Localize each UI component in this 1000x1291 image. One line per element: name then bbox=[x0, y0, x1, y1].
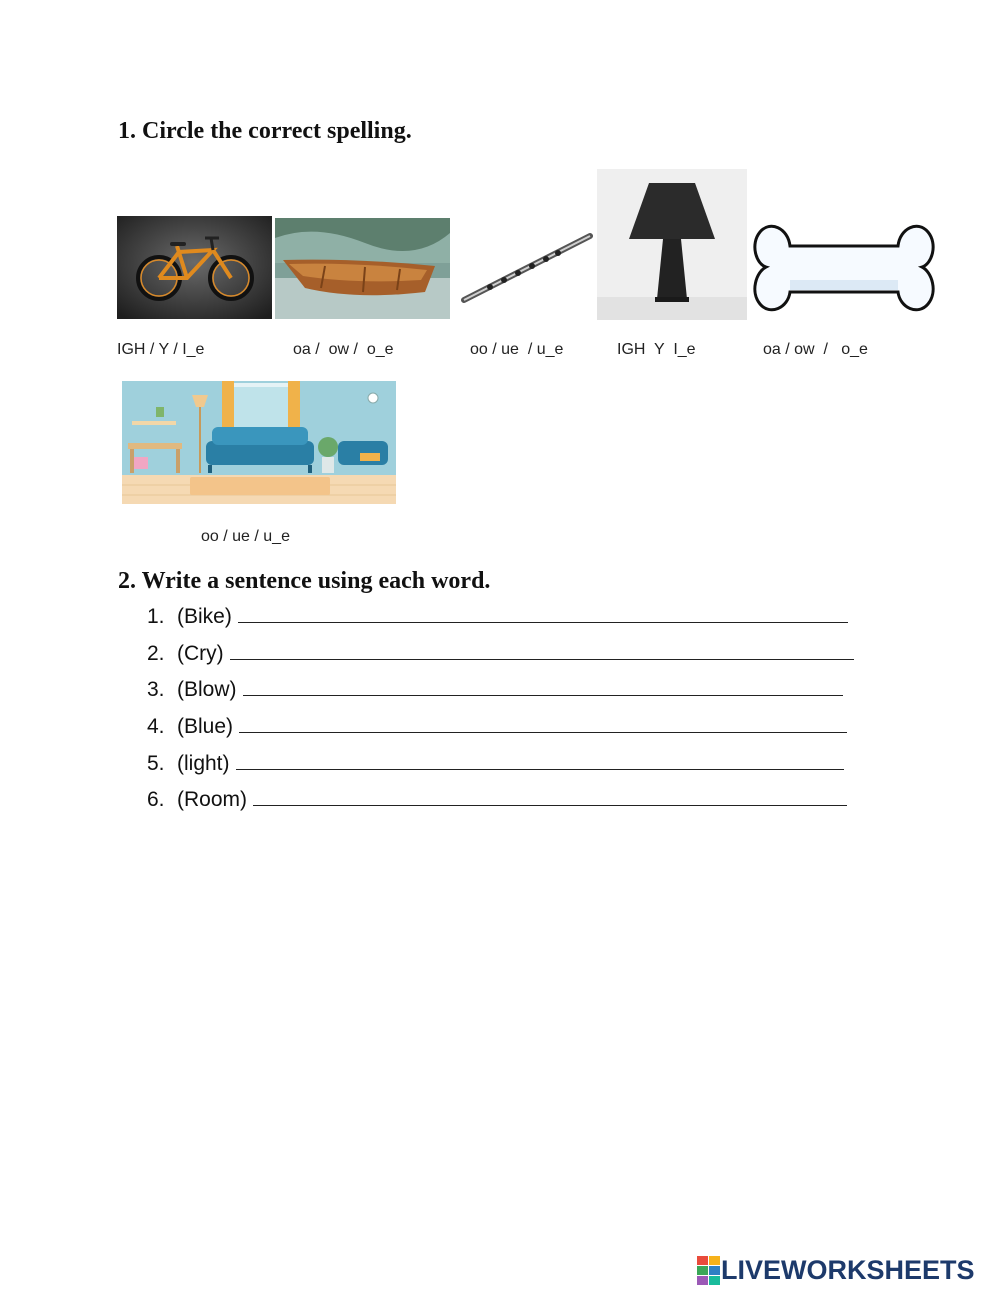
item-word: (Bike) bbox=[177, 605, 232, 628]
item-word: (Blue) bbox=[177, 715, 234, 738]
item-number: 6. bbox=[147, 788, 165, 811]
flute-picture bbox=[460, 228, 593, 308]
answer-line-room[interactable] bbox=[253, 787, 847, 806]
bicycle-options: IGH / Y / I_e bbox=[117, 341, 205, 358]
sentence-item bbox=[147, 714, 847, 739]
rowboat-picture bbox=[275, 218, 450, 319]
flute-options: oo / ue / u_e bbox=[470, 341, 564, 358]
answer-line-cry[interactable] bbox=[230, 641, 854, 660]
answer-line-blow[interactable] bbox=[243, 677, 843, 696]
living-room-options: oo / ue / u_e bbox=[201, 528, 290, 545]
sentence-item bbox=[147, 677, 843, 702]
sentence-item bbox=[147, 641, 854, 666]
item-word: (light) bbox=[177, 752, 230, 775]
item-number: 1. bbox=[147, 605, 165, 628]
logo-text: LIVEWORKSHEETS bbox=[721, 1255, 975, 1285]
bicycle-picture bbox=[117, 216, 272, 319]
item-number: 2. bbox=[147, 642, 165, 665]
living-room-picture bbox=[122, 381, 396, 504]
answer-line-bike[interactable] bbox=[238, 604, 848, 623]
answer-line-light[interactable] bbox=[236, 751, 844, 770]
sentence-item bbox=[147, 787, 847, 812]
lamp-picture bbox=[597, 169, 747, 320]
item-number: 4. bbox=[147, 715, 165, 738]
item-word: (Room) bbox=[177, 788, 248, 811]
item-word: (Cry) bbox=[177, 642, 224, 665]
answer-line-blue[interactable] bbox=[239, 714, 847, 733]
lamp-options: IGH Y I_e bbox=[617, 341, 696, 358]
section-2-heading: 2. Write a sentence using each word. bbox=[118, 568, 491, 594]
bone-options: oa / ow / o_e bbox=[763, 341, 868, 358]
sentence-item bbox=[147, 604, 848, 629]
section-1-heading: 1. Circle the correct spelling. bbox=[118, 118, 412, 144]
bone-picture bbox=[750, 214, 938, 321]
item-number: 3. bbox=[147, 678, 165, 701]
item-number: 5. bbox=[147, 752, 165, 775]
sentence-item bbox=[147, 751, 844, 776]
item-word: (Blow) bbox=[177, 678, 237, 701]
logo-blocks-icon bbox=[697, 1256, 721, 1286]
liveworksheets-logo[interactable] bbox=[697, 1255, 975, 1286]
rowboat-options: oa / ow / o_e bbox=[293, 341, 394, 358]
